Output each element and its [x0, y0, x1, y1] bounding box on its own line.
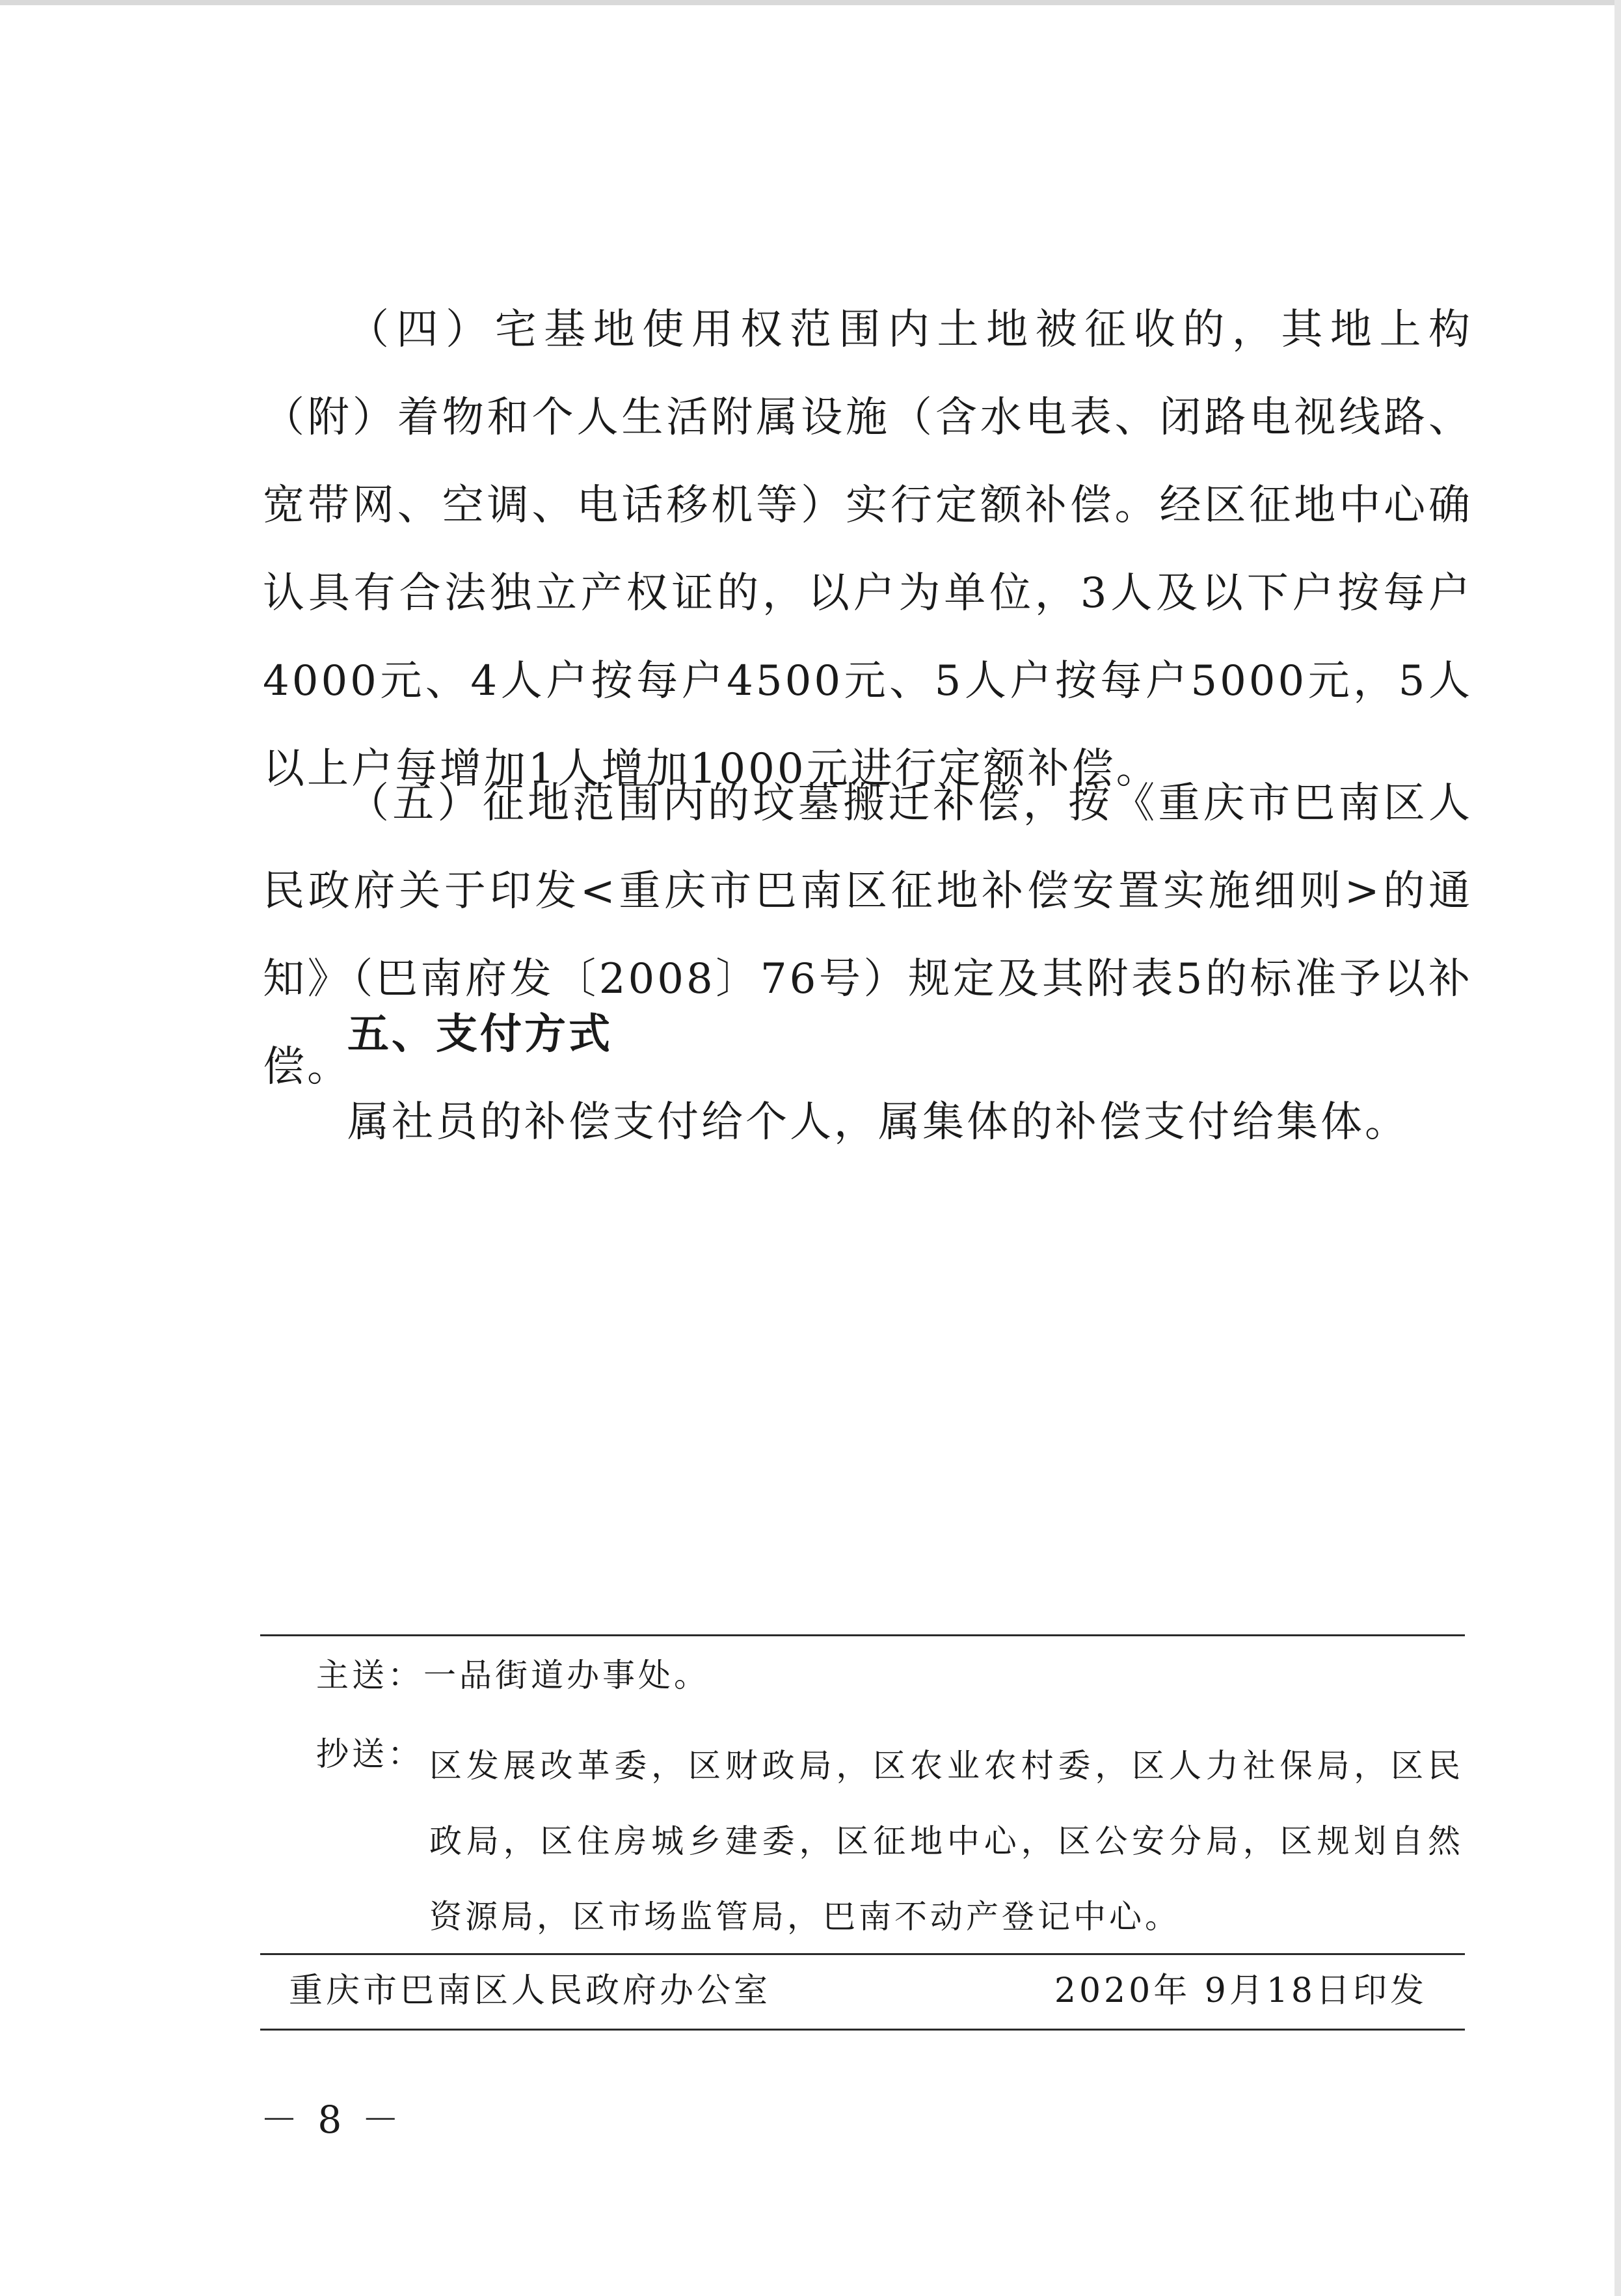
payment-method-text: 属社员的补偿支付给个人，属集体的补偿支付给集体。: [347, 1098, 1409, 1146]
cc-label: 抄送：: [316, 1735, 423, 1773]
cc-recipients: 区发展改革委，区财政局，区农业农村委，区人力社保局，区民政局，区住房城乡建委，区征地中心，区公安分局，区规划自然资源局，区市场监管局，巴南不动产登记中心。: [429, 1747, 1464, 1936]
issuer-bottom-rule: [260, 2029, 1465, 2031]
page-number: － 8 －: [260, 2098, 403, 2142]
scan-edge-top: [0, 0, 1621, 5]
issuer-top-rule: [260, 1953, 1465, 1955]
issuing-office: 重庆市巴南区人民政府办公室: [289, 1971, 771, 2010]
issue-date: 2020年 9月18日印发: [1054, 1971, 1427, 2010]
section-heading-payment-method: 五、支付方式: [347, 1010, 613, 1059]
distribution-top-rule: [260, 1634, 1465, 1636]
main-recipient: 主送：一品街道办事处。: [316, 1656, 710, 1694]
paragraph-grave-relocation: （五）征地范围内的坟墓搬迁补偿，按《重庆市巴南区人民政府关于印发<重庆市巴南区征地补偿安置实施细则>的通知》（巴南府发〔2008〕76号）规定及其附表5的标准予以补偿。: [263, 779, 1473, 1091]
paragraph-homestead-compensation: （四）宅基地使用权范围内土地被征收的，其地上构（附）着物和个人生活附属设施（含水电表、闭路电视线路、宽带网、空调、电话移机等）实行定额补偿。经区征地中心确认具有合法独立产权证的，以户为单位，3人及以下户按每户4000元、4人户按每户4500元、5人户按每户5000元，5人以上户每增加1人增加1000元进行定额补偿。: [263, 306, 1473, 793]
scan-edge-right: [1614, 0, 1621, 2296]
